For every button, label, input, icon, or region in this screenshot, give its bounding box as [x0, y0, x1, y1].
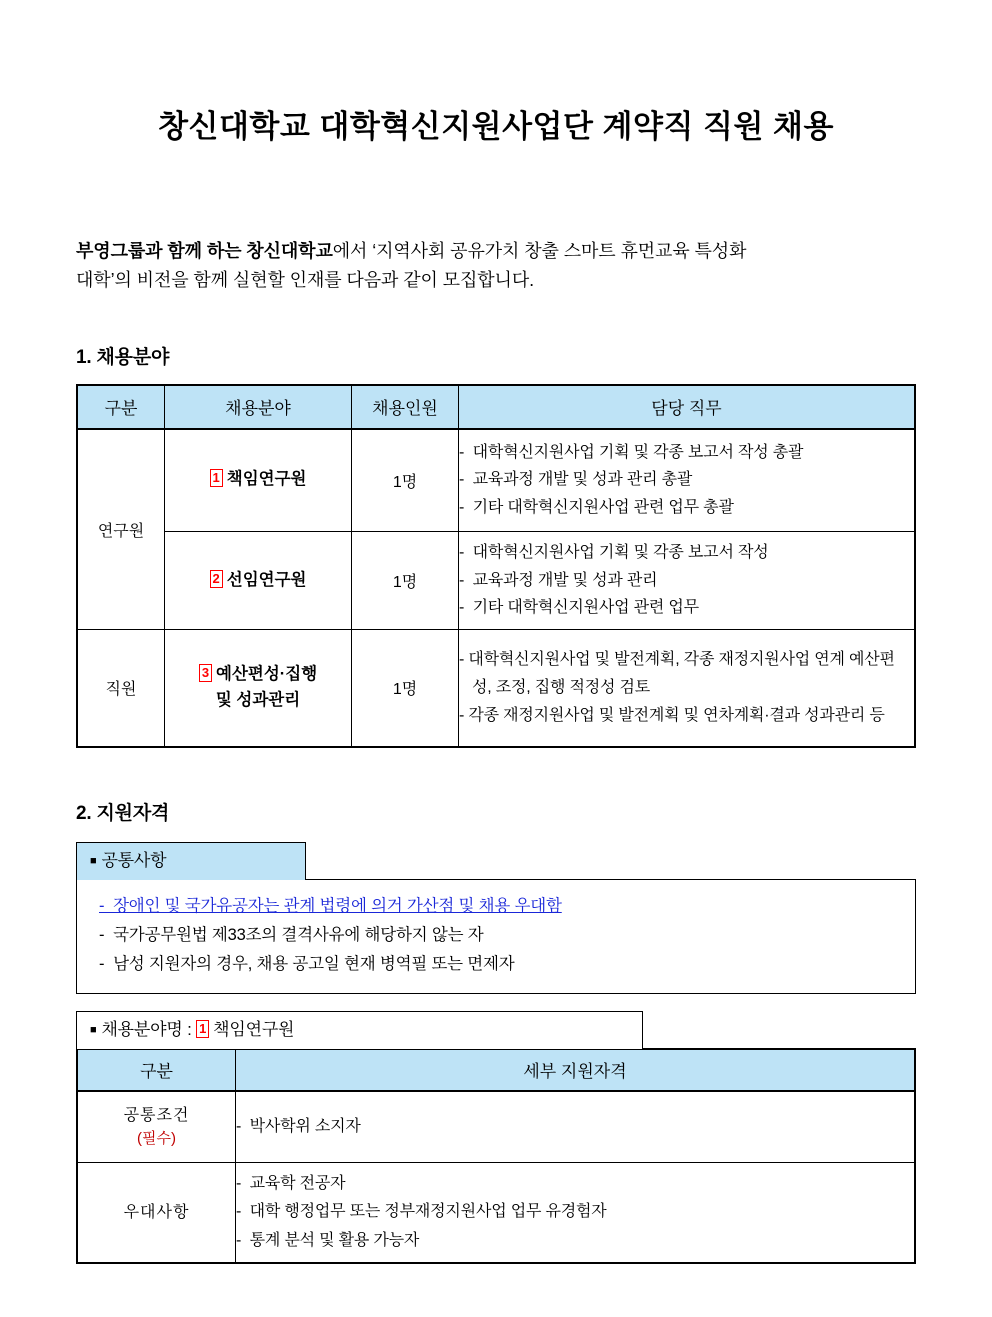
- cell-count-1: 1명: [352, 429, 459, 532]
- required-badge: (필수): [137, 1129, 176, 1147]
- duty-item: - 교육과정 개발 및 성과 관리 총괄: [459, 471, 693, 489]
- cell-category-researcher: 연구원: [77, 429, 165, 630]
- marker-number-2: 2: [210, 570, 223, 588]
- square-bullet-icon: ■: [90, 1023, 97, 1036]
- cell-duty-3: [459, 630, 916, 747]
- cell-qual-value-preferred: [236, 1163, 916, 1263]
- column-header-duty: 담당 직무: [459, 385, 916, 429]
- duty-item: - 대학혁신지원사업 기획 및 각종 보고서 작성 총괄: [459, 443, 804, 461]
- section-2-heading: 2. 지원자격: [76, 802, 170, 824]
- cell-field-3: [165, 630, 352, 747]
- common-requirement-link-item[interactable]: - 장애인 및 국가유공자는 관계 법령에 의거 가산점 및 채용 우대함: [99, 896, 562, 915]
- recruit-fields-table: [76, 384, 916, 748]
- page-title: 창신대학교 대학혁신지원사업단 계약직 직원 채용: [158, 109, 834, 144]
- intro-line1-rest: 에서 ‘지역사회 공유가치 창출 스마트 휴먼교육 특성화: [332, 241, 747, 262]
- cell-field-1: [165, 429, 352, 532]
- duty-item: - 대학혁신지원사업 및 발전계획, 각종 재정지원사업 연계 예산편성, 조정, 집행 적정성 검토: [459, 651, 895, 696]
- duty-item: - 각종 재정지원사업 및 발전계획 및 연차계획·결과 성과관리 등: [459, 706, 885, 724]
- intro-strong-text: 부영그룹과 함께 하는 창신대학교: [76, 241, 333, 262]
- cell-category-staff: 직원: [77, 630, 165, 747]
- table-row: [77, 1163, 915, 1263]
- cell-qual-key-required: [77, 1091, 236, 1163]
- marker-number-1: 1: [196, 1020, 209, 1038]
- square-bullet-icon: ■: [90, 854, 97, 867]
- common-requirements-tab-label: 공통사항: [101, 850, 167, 870]
- common-requirements-tab: [76, 842, 306, 880]
- cell-field-1-label: 책임연구원: [226, 470, 307, 489]
- duty-item: - 기타 대학혁신지원사업 관련 업무 총괄: [459, 499, 734, 516]
- qual-item: - 교육학 전공자: [236, 1174, 346, 1192]
- table-row: [77, 1091, 915, 1163]
- duty-item: - 교육과정 개발 및 성과 관리: [459, 571, 658, 589]
- table-header-row: [77, 385, 915, 429]
- intro-paragraph: [76, 145, 916, 295]
- column-header-field: 채용분야: [165, 385, 352, 429]
- cell-field-2: [165, 532, 352, 630]
- cell-qual-value-required: [236, 1091, 916, 1163]
- cell-field-2-label: 선임연구원: [226, 570, 307, 589]
- marker-number-1: 1: [210, 469, 223, 487]
- column-header-qual-category: 구분: [77, 1049, 236, 1091]
- column-header-count: 채용인원: [352, 385, 459, 429]
- common-requirements-body: [76, 879, 916, 994]
- cell-count-2: 1명: [352, 532, 459, 630]
- qual-item: - 대학 행정업무 또는 정부재정지원사업 업무 유경험자: [236, 1203, 607, 1221]
- common-requirement-item: - 국가공무원법 제33조의 결격사유에 해당하지 않는 자: [99, 925, 484, 944]
- duty-item: - 기타 대학혁신지원사업 관련 업무: [459, 599, 699, 617]
- duty-item: - 대학혁신지원사업 기획 및 각종 보고서 작성: [459, 544, 769, 562]
- qual-item: - 통계 분석 및 활용 가능자: [236, 1231, 420, 1249]
- common-requirements-box: [76, 842, 916, 994]
- qualification-table: [76, 1048, 916, 1264]
- qual-key-label: 우대사항: [123, 1203, 190, 1221]
- field-qualification-tab-field: 책임연구원: [213, 1019, 295, 1039]
- table-row: [77, 429, 915, 532]
- column-header-qual-detail: 세부 지원자격: [236, 1049, 916, 1091]
- qual-key-label: 공통조건: [123, 1107, 190, 1125]
- cell-qual-key-preferred: [77, 1163, 236, 1263]
- table-header-row: [77, 1049, 915, 1091]
- cell-count-3: 1명: [352, 630, 459, 747]
- field-qualification-box: [76, 1011, 916, 1264]
- cell-duty-2: [459, 532, 916, 630]
- table-row: [77, 532, 915, 630]
- cell-field-3-label: 예산편성·집행: [216, 665, 318, 684]
- section-1-heading: 1. 채용분야: [76, 346, 170, 368]
- field-qualification-tab: [76, 1011, 643, 1049]
- common-requirement-item: - 남성 지원자의 경우, 채용 공고일 현재 병역필 또는 면제자: [99, 955, 515, 974]
- cell-field-3-label-line2: 및 성과관리: [215, 690, 301, 709]
- field-qualification-tab-prefix: 채용분야명 :: [101, 1019, 197, 1039]
- intro-line2: 대학’의 비전을 함께 실현할 인재를 다음과 같이 모집합니다.: [76, 270, 535, 291]
- marker-number-3: 3: [199, 664, 212, 682]
- cell-duty-1: [459, 429, 916, 532]
- column-header-category: 구분: [77, 385, 165, 429]
- qual-item: - 박사학위 소지자: [236, 1117, 361, 1135]
- table-row: [77, 630, 915, 747]
